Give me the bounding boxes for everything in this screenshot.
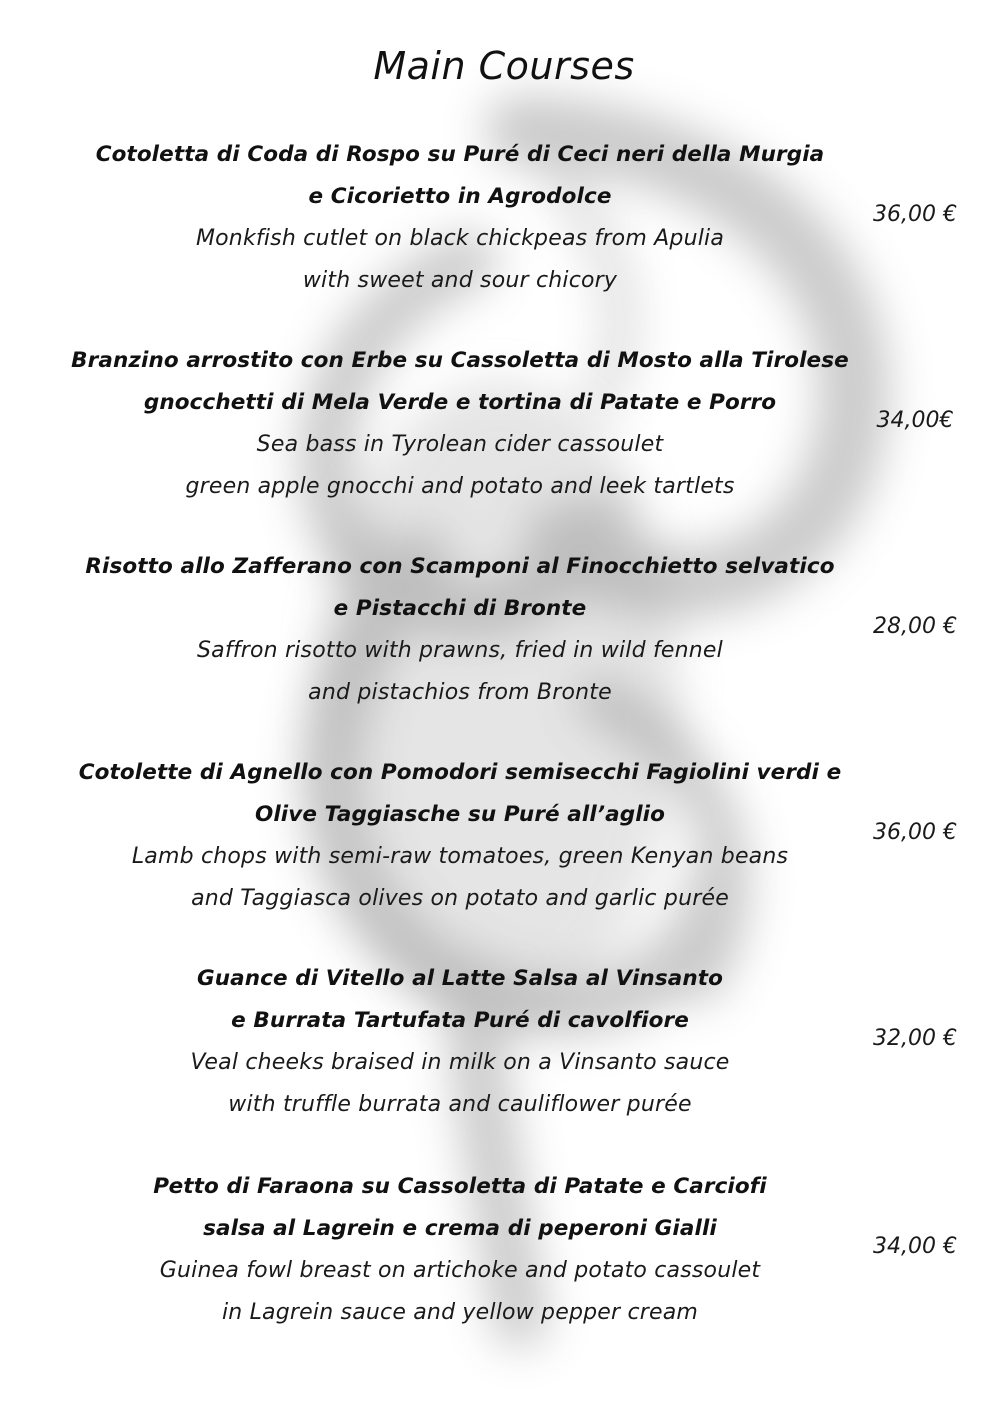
dish-description (40, 1166, 880, 1334)
dish-name-italian: salsa al Lagrein e crema di peperoni Gialli (203, 1216, 717, 1241)
dish-name-italian: e Cicorietto in Agrodolce (308, 184, 612, 209)
dish-name-italian: Olive Taggiasche su Puré all’aglio (254, 802, 666, 827)
dish-description-english: Sea bass in Tyrolean cider cassoulet (256, 432, 664, 457)
dish-description-english: with truffle burrata and cauliflower purée (228, 1092, 692, 1117)
dish-description-english: and pistachios from Bronte (308, 680, 612, 705)
dish-description-english: green apple gnocchi and potato and leek tartlets (185, 474, 735, 499)
dish-price: 34,00 € (873, 1234, 957, 1259)
dish-price: 34,00€ (876, 408, 954, 433)
dish-description-english: Lamb chops with semi-raw tomatoes, green Kenyan beans (131, 844, 789, 869)
dish-description-english: with sweet and sour chicory (302, 268, 618, 293)
dish-name-italian: Risotto allo Zafferano con Scamponi al Finocchietto selvatico (85, 554, 835, 579)
dish-name-italian: Guance di Vitello al Latte Salsa al Vinsanto (196, 966, 724, 991)
dish-description-english: in Lagrein sauce and yellow pepper cream (221, 1300, 699, 1325)
dish-price: 36,00 € (873, 820, 957, 845)
page-title: Main Courses (373, 44, 635, 88)
dish-name-italian: Cotoletta di Coda di Rospo su Puré di Ceci neri della Murgia (95, 142, 825, 167)
dish-description (40, 134, 880, 302)
dish-description (40, 340, 880, 508)
dish-name-italian: Cotolette di Agnello con Pomodori semisecchi Fagiolini verdi e (78, 760, 842, 785)
dish-name-italian: e Pistacchi di Bronte (333, 596, 587, 621)
dish-description-english: Guinea fowl breast on artichoke and potato cassoulet (159, 1258, 761, 1283)
dish-description-english: Saffron risotto with prawns, fried in wild fennel (197, 638, 723, 663)
dish-description (40, 546, 880, 714)
dish-description-english: and Taggiasca olives on potato and garlic purée (191, 886, 729, 911)
dish-description-english: Veal cheeks braised in milk on a Vinsanto sauce (190, 1050, 730, 1075)
dish-description-english: Monkfish cutlet on black chickpeas from Apulia (195, 226, 725, 251)
dish-name-italian: gnocchetti di Mela Verde e tortina di Patate e Porro (143, 390, 777, 415)
dish-name-italian: Petto di Faraona su Cassoletta di Patate e Carciofi (153, 1174, 767, 1199)
dish-price: 28,00 € (873, 614, 957, 639)
dish-description (40, 752, 880, 920)
dish-description (40, 958, 880, 1126)
dish-price: 32,00 € (873, 1026, 957, 1051)
dish-price: 36,00 € (873, 202, 957, 227)
dish-name-italian: e Burrata Tartufata Puré di cavolfiore (231, 1008, 689, 1033)
dish-name-italian: Branzino arrostito con Erbe su Cassoletta di Mosto alla Tirolese (71, 348, 849, 373)
